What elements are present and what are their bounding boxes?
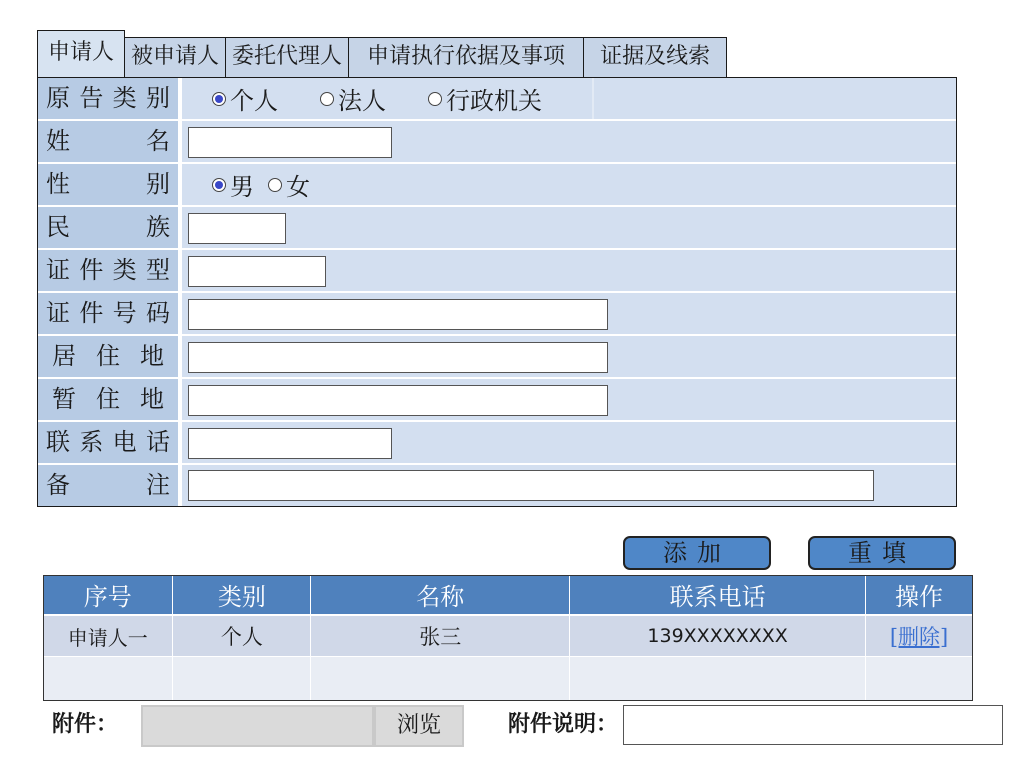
- row-id-type: [38, 250, 956, 293]
- tab-respondent[interactable]: 被申请人: [124, 37, 226, 77]
- tab-agent[interactable]: 委托代理人: [225, 37, 349, 77]
- cell-index: 申请人一: [43, 615, 173, 657]
- label-temp-residence: 暂住地: [38, 379, 182, 420]
- attachment-file-field[interactable]: [141, 705, 374, 747]
- row-gender: [38, 164, 956, 207]
- gender-radio-group: [212, 164, 324, 205]
- attachment-desc-input[interactable]: [623, 705, 1003, 745]
- remarks-input[interactable]: [188, 470, 874, 501]
- ethnicity-input[interactable]: [188, 213, 286, 244]
- label-id-type: 证件类型: [38, 250, 182, 291]
- header-phone: 联系电话: [570, 575, 866, 615]
- reset-button[interactable]: 重填: [808, 536, 956, 570]
- header-type: 类别: [173, 575, 311, 615]
- radio-legal-person[interactable]: 法人: [320, 81, 386, 116]
- phone-input[interactable]: [188, 428, 392, 459]
- cell-name: 张三: [311, 615, 570, 657]
- applicant-table: [43, 575, 973, 701]
- row-id-number: [38, 293, 956, 336]
- name-input[interactable]: [188, 127, 392, 158]
- header-name: 名称: [311, 575, 570, 615]
- table-row: [43, 615, 973, 657]
- residence-input[interactable]: [188, 342, 608, 373]
- label-id-number: 证件号码: [38, 293, 182, 334]
- radio-administrative-agency-dot[interactable]: [428, 92, 442, 106]
- radio-female[interactable]: 女: [268, 167, 310, 202]
- table-row: [43, 657, 973, 701]
- browse-button[interactable]: 浏览: [374, 705, 464, 747]
- tab-bar: [37, 30, 726, 77]
- header-index: 序号: [43, 575, 173, 615]
- attachment-desc-label: 附件说明：: [508, 712, 619, 737]
- id-number-input[interactable]: [188, 299, 608, 330]
- label-gender: 性别: [38, 164, 182, 205]
- plaintiff-type-radio-group: [212, 78, 584, 119]
- tab-evidence[interactable]: 证据及线索: [583, 37, 727, 77]
- label-phone: 联系电话: [38, 422, 182, 463]
- row-phone: [38, 422, 956, 465]
- radio-male-dot[interactable]: [212, 178, 226, 192]
- label-ethnicity: 民族: [38, 207, 182, 248]
- radio-male[interactable]: 男: [212, 167, 254, 202]
- radio-legal-person-dot[interactable]: [320, 92, 334, 106]
- header-action: 操作: [866, 575, 973, 615]
- row-ethnicity: [38, 207, 956, 250]
- radio-individual[interactable]: 个人: [212, 81, 278, 116]
- table-header-row: [43, 575, 973, 615]
- label-residence: 居住地: [38, 336, 182, 377]
- row-remarks: [38, 465, 956, 506]
- applicant-form: [37, 77, 957, 507]
- label-plaintiff-type: 原告类别: [38, 78, 182, 119]
- id-type-input[interactable]: [188, 256, 326, 287]
- row-plaintiff-type: [38, 78, 956, 121]
- radio-individual-dot[interactable]: [212, 92, 226, 106]
- row-temp-residence: [38, 379, 956, 422]
- attachment-label: 附件：: [52, 712, 119, 737]
- label-name: 姓名: [38, 121, 182, 162]
- row-residence: [38, 336, 956, 379]
- cell-type: 个人: [173, 615, 311, 657]
- temp-residence-input[interactable]: [188, 385, 608, 416]
- add-button[interactable]: 添加: [623, 536, 771, 570]
- radio-administrative-agency[interactable]: 行政机关: [428, 81, 542, 116]
- delete-link[interactable]: [删除]: [889, 625, 949, 649]
- tab-execution-basis[interactable]: 申请执行依据及事项: [348, 37, 584, 77]
- cell-phone: 139XXXXXXXX: [570, 615, 866, 657]
- label-remarks: 备注: [38, 465, 182, 506]
- tab-applicant[interactable]: 申请人: [37, 30, 125, 77]
- radio-female-dot[interactable]: [268, 178, 282, 192]
- row-name: [38, 121, 956, 164]
